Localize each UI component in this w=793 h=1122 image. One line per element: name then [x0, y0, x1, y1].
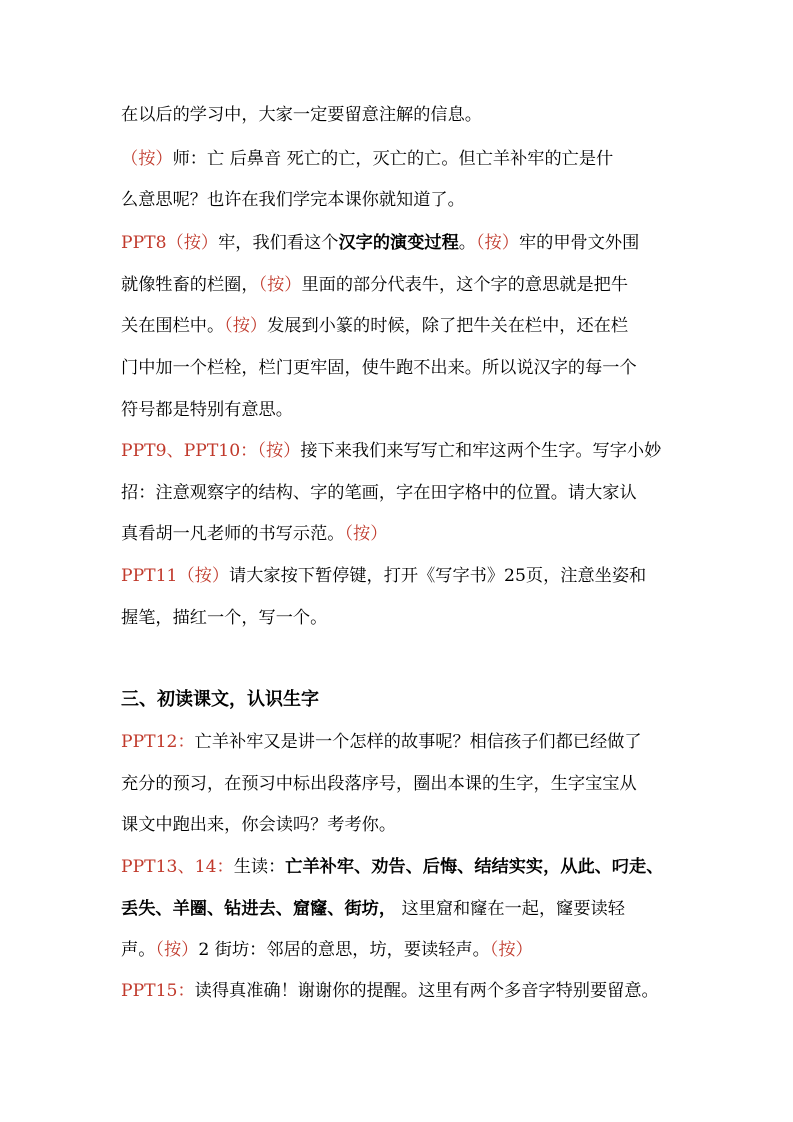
paragraph-line: [121, 314, 628, 338]
section-heading: [121, 688, 319, 712]
text: 么意思呢？也许在我们学完本课你就知道了。: [121, 190, 465, 210]
slide-label: PPT9、PPT10：: [121, 441, 258, 461]
paragraph-line: [121, 772, 637, 796]
paragraph-line: [121, 564, 646, 588]
paragraph-line: [121, 979, 659, 1003]
text: 师：亡 后鼻音 死亡的亡，灭亡的亡。但亡羊补牢的亡是什: [172, 149, 614, 169]
press-marker: （按）: [475, 233, 519, 253]
text: 亡羊补牢又是讲一个怎样的故事呢？相信孩子们都已经做了: [194, 732, 642, 752]
bold-text: 汉字的演变过程: [338, 233, 459, 253]
text: 里面的部分代表牛，这个字的意思就是把牛: [301, 275, 629, 295]
paragraph-line: [121, 938, 533, 962]
slide-label: PPT8: [121, 233, 167, 253]
text: 接下来我们来写写亡和牢这两个生字。写字小妙: [300, 441, 662, 461]
text: 课文中跑出来，你会读吗？考考你。: [121, 815, 397, 835]
paragraph-line: [121, 481, 637, 505]
text: 读得真准确！谢谢你的提醒。这里有两个多音字特别要留意。: [194, 981, 659, 1001]
paragraph-line: [121, 897, 625, 921]
text: 真看胡一凡老师的书写示范。: [121, 524, 345, 544]
paragraph-line: [121, 439, 661, 463]
press-marker: （按）: [155, 940, 199, 960]
paragraph-line: [121, 103, 482, 127]
text: 充分的预习，在预习中标出段落序号，圈出本课的生字，生字宝宝从: [121, 774, 637, 794]
text: 关在围栏中。: [121, 316, 225, 336]
text: 声。: [121, 940, 156, 960]
text: 2 街坊：邻居的意思，坊，要读轻声。: [198, 940, 490, 960]
bold-text: 丢失、羊圈、钻进去、窟窿、街坊，: [121, 899, 397, 919]
text: 生读：: [233, 857, 286, 877]
press-marker: （按）: [489, 940, 533, 960]
slide-label: PPT13、14：: [121, 857, 234, 877]
paragraph-line: [121, 730, 642, 754]
text: 门中加一个栏栓，栏门更牢固，使牛跑不出来。所以说汉字的每一个: [121, 358, 637, 378]
paragraph-line: [121, 147, 613, 171]
paragraph-line: [121, 398, 293, 422]
text: 牢的甲骨文外围: [518, 233, 640, 253]
paragraph-line: [121, 855, 663, 879]
press-marker: （按）: [224, 316, 268, 336]
paragraph-line: [121, 813, 396, 837]
heading-text: 三、初读课文，认识生字: [121, 689, 319, 710]
text: 牢，我们看这个: [218, 233, 339, 253]
text: 请大家按下暂停键，打开《写字书》25页，注意坐姿和: [229, 566, 647, 586]
text: 。: [458, 233, 476, 253]
paragraph-line: [121, 188, 465, 212]
slide-label: PPT11: [121, 566, 178, 586]
slide-label: PPT12：: [121, 732, 195, 752]
text: 发展到小篆的时候，除了把牛关在栏中，还在栏: [267, 316, 629, 336]
paragraph-line: [121, 522, 387, 546]
text: 招：注意观察字的结构、字的笔画，字在田字格中的位置。请大家认: [121, 483, 637, 503]
paragraph-line: [121, 606, 327, 630]
slide-label: PPT15：: [121, 981, 195, 1001]
paragraph-line: [121, 273, 628, 297]
text: 握笔，描红一个，写一个。: [121, 608, 328, 628]
text: 在以后的学习中，大家一定要留意注解的信息。: [121, 105, 482, 125]
press-marker: （按）: [258, 275, 302, 295]
press-marker: （按）: [177, 566, 230, 586]
paragraph-line: [121, 231, 639, 255]
paragraph-line: [121, 356, 637, 380]
press-marker: （按）: [121, 149, 173, 169]
bold-text: 亡羊补牢、劝告、后悔、结结实实，从此、叼走、: [285, 857, 664, 877]
press-marker: （按）: [344, 524, 388, 544]
text: 就像牲畜的栏圈，: [121, 275, 259, 295]
press-marker: （按）: [257, 441, 301, 461]
text: 这里窟和窿在一起，窿要读轻: [396, 899, 625, 919]
press-marker: （按）: [166, 233, 219, 253]
text: 符号都是特别有意思。: [121, 400, 293, 420]
